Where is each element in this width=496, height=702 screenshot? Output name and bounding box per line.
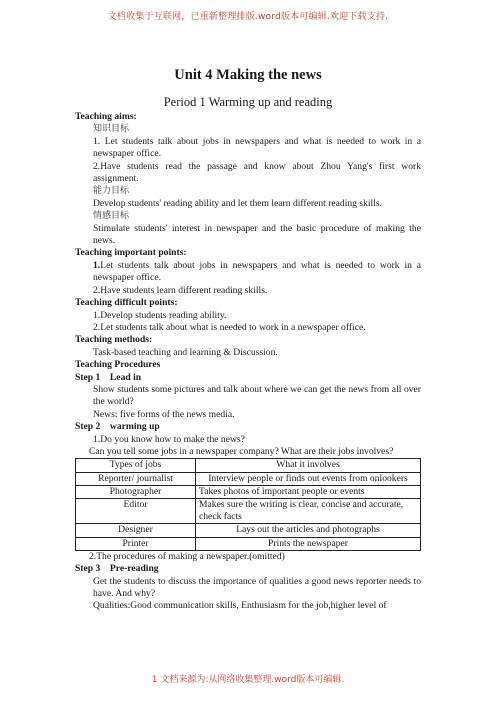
table-cell-involves: Interview people or finds out events from onlookers bbox=[196, 472, 421, 485]
table-cell-job: Photographer bbox=[76, 485, 196, 498]
important-point-1 bbox=[75, 260, 421, 285]
step2-question-2: Can you tell some jobs in a newspaper company? What are their jobs involves? bbox=[89, 445, 394, 457]
table-cell-job: Printer bbox=[76, 537, 196, 550]
emotion-aim-1: Stimulate students' interest in newspaper and the basic procedure of making the news. bbox=[93, 222, 421, 247]
table-cell-job: Designer bbox=[76, 524, 196, 537]
difficult-points-heading: Teaching difficult points: bbox=[75, 297, 178, 309]
page-subtitle: Period 1 Warming up and reading bbox=[163, 95, 333, 109]
step3-qualities: Qualities:Good communication skills, Enthusiasm for the job,higher level of bbox=[93, 600, 387, 612]
header-banner: 文档收集于互联网，已重新整理排版.word版本可编辑.欢迎下载支持. bbox=[107, 12, 389, 22]
page-title: Unit 4 Making the news bbox=[174, 67, 322, 83]
difficult-point-2: 2.Let students talk about what is needed to work in a newspaper office. bbox=[93, 321, 366, 333]
knowledge-aim-1: 1. Let students talk about jobs in newspapers and what is needed to work in a newspaper office. bbox=[93, 135, 421, 160]
table-cell-job: Editor bbox=[76, 498, 196, 523]
step3-label: Step 3 Pre-reading bbox=[75, 563, 159, 575]
ability-aim-1: Develop students' reading ability and let them learn different reading skills. bbox=[93, 197, 383, 209]
step1-label: Step 1 Lead in bbox=[75, 371, 142, 383]
table-cell-involves: Prints the newspaper bbox=[196, 537, 421, 550]
important-point-2: 2.Have students learn different reading skills. bbox=[93, 284, 268, 296]
table-row bbox=[76, 537, 421, 550]
table-row bbox=[76, 472, 421, 485]
important-point-1-number: 1. bbox=[93, 259, 101, 271]
table-header-cell: What it involves bbox=[196, 459, 421, 472]
table-cell-involves: Takes photos of important people or events bbox=[196, 485, 421, 498]
important-points-heading: Teaching important points: bbox=[75, 247, 187, 259]
emotion-aims-label: 情感目标 bbox=[93, 211, 130, 222]
footer-banner: 1 文档来源为:从网络收集整理.word版本可编辑. bbox=[151, 675, 345, 685]
jobs-table bbox=[75, 458, 421, 550]
difficult-point-1: 1.Develop students reading ability. bbox=[93, 309, 227, 321]
ability-aims-label: 能力目标 bbox=[93, 186, 130, 197]
important-point-1-text: Let students talk about jobs in newspapers and what is needed to work in a newspaper office. bbox=[93, 259, 421, 284]
table-cell-involves: Makes sure the writing is clear, concise and accurate, check facts bbox=[196, 498, 421, 523]
table-row bbox=[76, 524, 421, 537]
knowledge-aims-label: 知识目标 bbox=[93, 124, 130, 135]
step1-news: News: five forms of the news media. bbox=[93, 408, 235, 420]
table-header-cell: Types of jobs bbox=[76, 459, 196, 472]
table-header-row bbox=[76, 459, 421, 472]
table-row bbox=[76, 485, 421, 498]
step1-text: Show students some pictures and talk about where we can get the news from all over the world? bbox=[93, 383, 421, 408]
methods-text: Task-based teaching and learning & Discussion. bbox=[93, 346, 278, 358]
procedures-heading: Teaching Procedures bbox=[75, 359, 161, 371]
step2-question-1: 1.Do you know how to make the news? bbox=[93, 433, 245, 445]
methods-heading: Teaching methods: bbox=[75, 334, 153, 346]
knowledge-aim-2: 2.Have students read the passage and know about Zhou Yang's first work assignment. bbox=[93, 160, 421, 185]
step3-text: Get the students to discuss the importance of qualities a good news reporter needs to have. And why? bbox=[93, 575, 421, 600]
aims-heading: Teaching aims: bbox=[75, 111, 137, 122]
table-cell-job: Reporter/ journalist bbox=[76, 472, 196, 485]
step2-label: Step 2 warming up bbox=[75, 421, 160, 433]
table-row bbox=[76, 498, 421, 523]
document-body bbox=[75, 111, 421, 613]
step2-question-3: 2.The procedures of making a newspaper.(omitted) bbox=[89, 550, 285, 562]
table-cell-involves: Lays out the articles and photographs bbox=[196, 524, 421, 537]
